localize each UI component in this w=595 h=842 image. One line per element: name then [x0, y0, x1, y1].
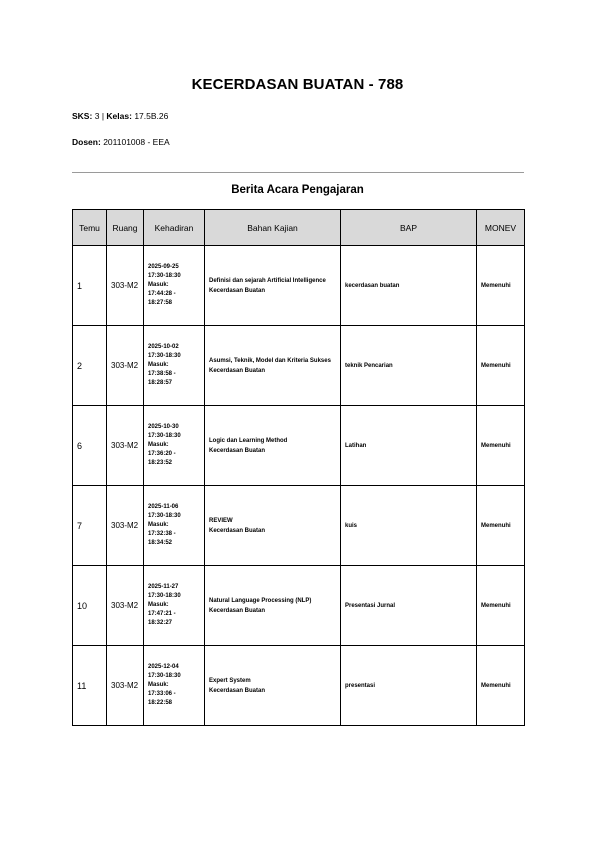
session-time: 17:30-18:30	[148, 353, 181, 359]
cell-ruang	[107, 646, 144, 726]
cell-kehadiran	[144, 246, 205, 326]
cell-monev	[477, 406, 525, 486]
check-in-label: Masuk:	[148, 362, 169, 368]
session-time: 17:30-18:30	[148, 273, 181, 279]
teaching-report-table	[72, 209, 525, 726]
monev-status: Memenuhi	[481, 602, 511, 609]
table-header-row	[73, 210, 525, 246]
cell-bap	[341, 566, 477, 646]
bap-value: Presentasi Jurnal	[345, 602, 396, 609]
temu-value: 2	[77, 360, 83, 371]
topic-text: Asumsi, Teknik, Model dan Kriteria Sukses	[209, 357, 331, 364]
ruang-value: 303-M2	[111, 600, 139, 610]
cell-bap	[341, 406, 477, 486]
check-in-time: 17:33:06 -	[148, 691, 176, 697]
course-name: Kecerdasan Buatan	[209, 447, 266, 454]
course-meta-line: SKS: 3 | Kelas: 17.5B.26	[72, 111, 169, 121]
dosen-value: 201101008 - EEA	[103, 137, 170, 147]
monev-status: Memenuhi	[481, 682, 511, 689]
divider	[72, 172, 524, 173]
cell-bahan-kajian	[205, 486, 341, 566]
cell-bahan-kajian	[205, 566, 341, 646]
cell-temu	[73, 566, 107, 646]
cell-ruang	[107, 326, 144, 406]
col-header-monev: MONEV	[477, 210, 525, 246]
course-name: Kecerdasan Buatan	[209, 607, 266, 614]
temu-value: 7	[77, 520, 83, 531]
cell-bap	[341, 246, 477, 326]
cell-monev	[477, 326, 525, 406]
check-in-time: 17:44:28 -	[148, 291, 176, 297]
monev-status: Memenuhi	[481, 362, 511, 369]
check-in-label: Masuk:	[148, 442, 169, 448]
topic-text: Expert System	[209, 677, 251, 684]
cell-bahan-kajian	[205, 326, 341, 406]
col-header-bap: BAP	[341, 210, 477, 246]
cell-bap	[341, 486, 477, 566]
table-row	[73, 486, 525, 566]
check-in-time: 17:38:58 -	[148, 371, 176, 377]
bap-value: Latihan	[345, 442, 367, 449]
cell-temu	[73, 246, 107, 326]
ruang-value: 303-M2	[111, 360, 139, 370]
session-time: 17:30-18:30	[148, 673, 181, 679]
cell-monev	[477, 246, 525, 326]
col-header-kehadiran: Kehadiran	[144, 210, 205, 246]
cell-ruang	[107, 566, 144, 646]
ruang-value: 303-M2	[111, 440, 139, 450]
monev-status: Memenuhi	[481, 522, 511, 529]
sks-label: SKS	[72, 111, 90, 121]
cell-ruang	[107, 406, 144, 486]
course-name: Kecerdasan Buatan	[209, 527, 266, 534]
session-date: 2025-10-30	[148, 424, 179, 430]
course-name: Kecerdasan Buatan	[209, 287, 266, 294]
cell-kehadiran	[144, 326, 205, 406]
check-in-label: Masuk:	[148, 602, 169, 608]
cell-kehadiran	[144, 566, 205, 646]
topic-text: Natural Language Processing (NLP)	[209, 597, 312, 604]
temu-value: 11	[77, 680, 87, 691]
topic-text: REVIEW	[209, 517, 233, 524]
col-header-bahan-kajian: Bahan Kajian	[205, 210, 341, 246]
cell-temu	[73, 646, 107, 726]
cell-ruang	[107, 246, 144, 326]
cell-bahan-kajian	[205, 646, 341, 726]
check-in-time: 17:36:20 -	[148, 451, 176, 457]
section-title: Berita Acara Pengajaran	[231, 184, 364, 196]
cell-kehadiran	[144, 486, 205, 566]
session-date: 2025-12-04	[148, 664, 179, 670]
cell-bahan-kajian	[205, 246, 341, 326]
course-name: Kecerdasan Buatan	[209, 687, 266, 694]
cell-monev	[477, 486, 525, 566]
sks-value: 3	[94, 111, 100, 121]
cell-temu	[73, 486, 107, 566]
cell-bap	[341, 646, 477, 726]
check-in-time: 17:47:21 -	[148, 611, 176, 617]
cell-temu	[73, 326, 107, 406]
check-in-label: Masuk:	[148, 682, 169, 688]
temu-value: 1	[77, 280, 83, 291]
table-row	[73, 326, 525, 406]
ruang-value: 303-M2	[111, 280, 139, 290]
check-out-time: 18:27:58	[148, 300, 173, 306]
session-time: 17:30-18:30	[148, 513, 181, 519]
table-row	[73, 646, 525, 726]
cell-bap	[341, 326, 477, 406]
monev-status: Memenuhi	[481, 282, 511, 289]
table-row	[73, 566, 525, 646]
cell-temu	[73, 406, 107, 486]
check-out-time: 18:22:58	[148, 700, 173, 706]
session-date: 2025-10-02	[148, 344, 179, 350]
ruang-value: 303-M2	[111, 520, 139, 530]
check-in-label: Masuk:	[148, 522, 169, 528]
check-out-time: 18:23:52	[148, 460, 173, 466]
cell-bahan-kajian	[205, 406, 341, 486]
table-row	[73, 246, 525, 326]
course-name: Kecerdasan Buatan	[209, 367, 266, 374]
col-header-ruang: Ruang	[107, 210, 144, 246]
topic-text: Logic dan Learning Method	[209, 437, 288, 444]
temu-value: 10	[77, 600, 88, 611]
check-in-time: 17:32:38 -	[148, 531, 176, 537]
bap-value: teknik Pencarian	[345, 362, 393, 369]
topic-text: Definisi dan sejarah Artificial Intelligence	[209, 277, 326, 284]
session-time: 17:30-18:30	[148, 593, 181, 599]
check-out-time: 18:28:57	[148, 380, 173, 386]
lecturer-line: Dosen: 201101008 - EEA	[72, 137, 170, 147]
cell-kehadiran	[144, 406, 205, 486]
col-header-temu: Temu	[73, 210, 107, 246]
session-date: 2025-11-06	[148, 504, 179, 510]
check-out-time: 18:32:27	[148, 620, 173, 626]
session-time: 17:30-18:30	[148, 433, 181, 439]
dosen-label: Dosen	[72, 137, 98, 147]
cell-monev	[477, 566, 525, 646]
session-date: 2025-09-25	[148, 264, 179, 270]
temu-value: 6	[77, 440, 83, 451]
bap-value: presentasi	[345, 682, 376, 689]
session-date: 2025-11-27	[148, 584, 179, 590]
ruang-value: 303-M2	[111, 680, 139, 690]
check-in-label: Masuk:	[148, 282, 169, 288]
cell-monev	[477, 646, 525, 726]
cell-kehadiran	[144, 646, 205, 726]
kelas-value: 17.5B.26	[134, 111, 169, 121]
bap-value: kecerdasan buatan	[345, 282, 400, 289]
table-row	[73, 406, 525, 486]
document-title: KECERDASAN BUATAN - 788	[191, 76, 404, 93]
bap-value: kuis	[345, 522, 358, 529]
cell-ruang	[107, 486, 144, 566]
monev-status: Memenuhi	[481, 442, 511, 449]
check-out-time: 18:34:52	[148, 540, 173, 546]
kelas-label: Kelas	[106, 111, 130, 121]
